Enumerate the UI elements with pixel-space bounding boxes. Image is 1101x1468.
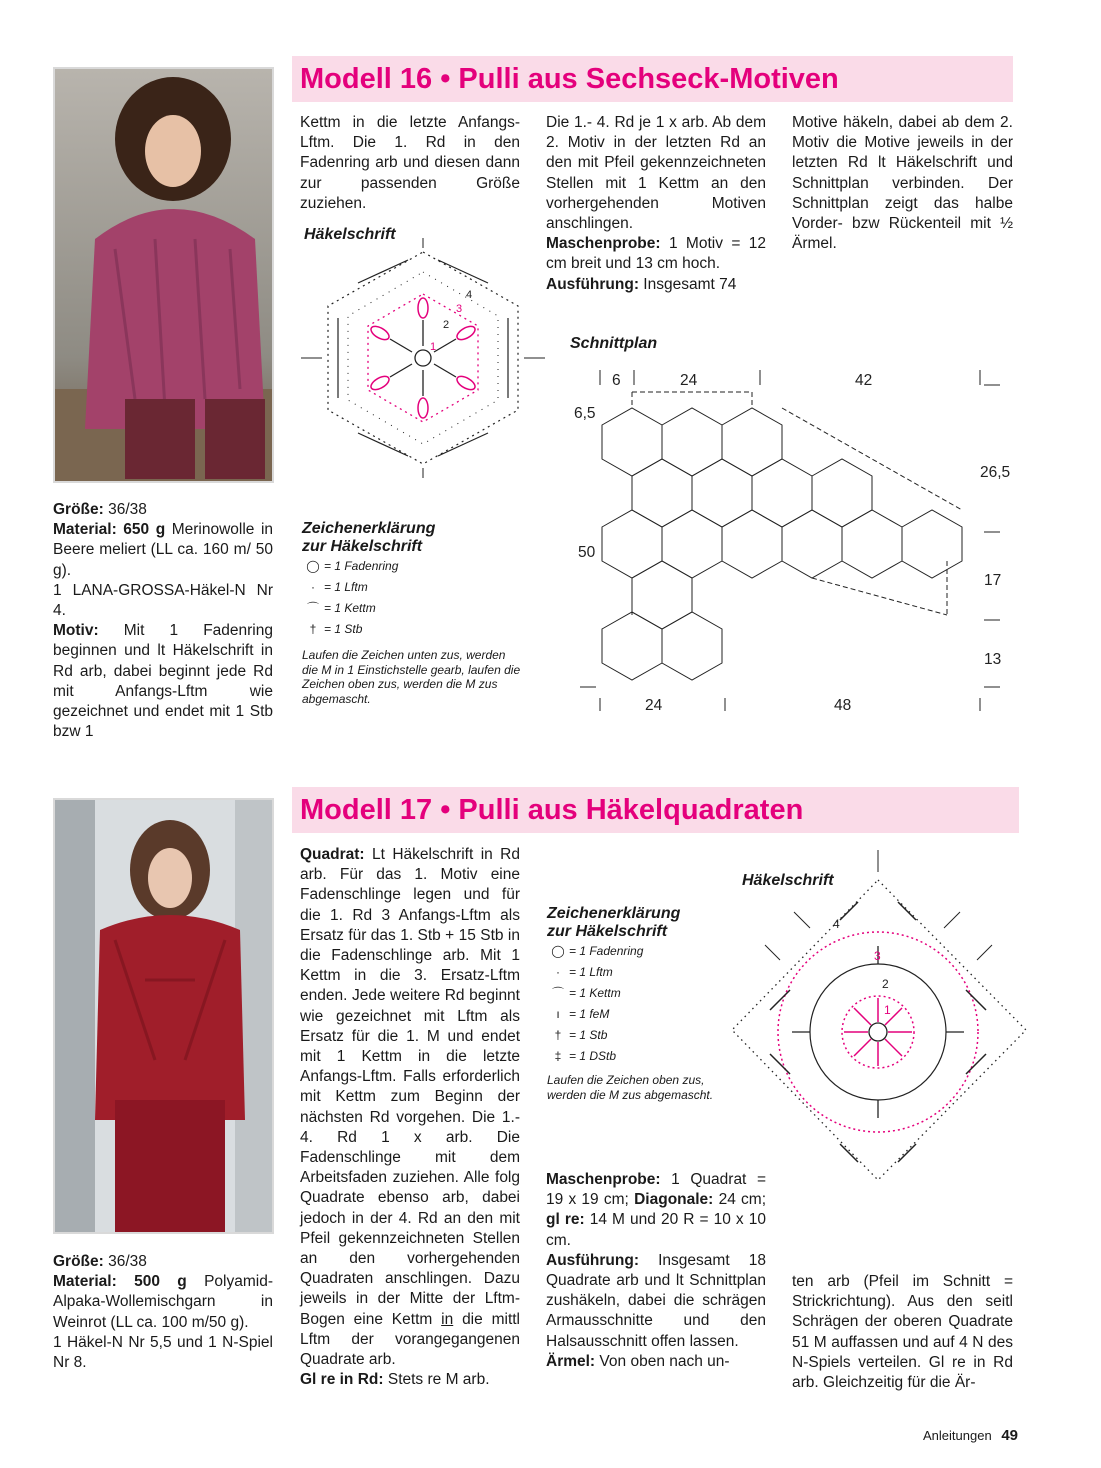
gauge-text: 1 Motiv = 12 cm breit und 13 cm hoch.: [546, 235, 766, 273]
size-label: Größe:: [53, 501, 104, 518]
dim-right-265: 26,5: [980, 464, 1011, 481]
legend-title-1: Zeichenerklärung: [547, 905, 681, 922]
size-label: Größe:: [53, 1253, 104, 1270]
legend-item-kettm: [547, 983, 747, 1004]
dim-left-65: 6,5: [574, 405, 596, 422]
model17-title: Modell 17 • Pulli aus Häkelquadraten: [300, 794, 804, 826]
legend-note: Laufen die Zeichen unten zus, werden die M in 1 Einstichstelle gearb, laufen die Zeichen oben zus, werden die M zus abgemascht.: [302, 648, 521, 706]
material-text: Polyamid-Alpaka-Wollemischgarn in Weinrot (LL ca. 100 m/50 g).: [53, 1273, 273, 1331]
model16-hexagon-chart: [298, 238, 548, 478]
dim-right-13: 13: [984, 651, 1002, 668]
model16-legend: [302, 520, 522, 706]
sleeve-label: Ärmel:: [546, 1352, 596, 1370]
sleeve-text: Von oben nach un-: [599, 1352, 730, 1370]
round-2-label: 2: [443, 319, 450, 331]
legend-label: = 1 Kettm: [324, 601, 376, 615]
size-value: 36/38: [108, 501, 147, 518]
legend-label: = 1 DStb: [569, 1049, 617, 1063]
diag-text: 24 cm;: [718, 1191, 767, 1209]
model16-left-column: [53, 500, 273, 742]
motif-label: Motiv:: [53, 622, 99, 640]
schnittplan-title: Schnittplan: [570, 335, 658, 352]
legend-item-dstb: [547, 1046, 747, 1067]
legend-label: = 1 Stb: [324, 622, 363, 636]
model17-header: [292, 787, 1019, 833]
model16-column-3: [546, 113, 766, 295]
needle-text: 1 Häkel-N Nr 5,5 und 1 N-Spiel Nr 8.: [53, 1333, 273, 1372]
model16-title: Modell 16 • Pulli aus Sechseck-Motiven: [300, 63, 839, 95]
legend-item-fem: [547, 1004, 747, 1025]
stb-icon: †: [554, 1028, 562, 1042]
dim-top-6: 6: [612, 372, 621, 389]
legend-label: = 1 Kettm: [569, 986, 621, 1000]
exec-text: Insgesamt 18 Quadrate arb und lt Schnittplan zushäkeln, dabei die schrägen Armausschnitte und den Halsausschnitt offen lassen.: [546, 1251, 766, 1350]
fem-icon: ı: [556, 1007, 560, 1021]
model16-photo-illustration: [55, 69, 272, 481]
round-2-label: 2: [882, 977, 889, 991]
gauge-text: 1 Quadrat = 19 x 19 cm;: [546, 1171, 766, 1209]
round-4-label: 4: [833, 917, 840, 931]
legend-item-fadenring: [302, 556, 522, 577]
needle-text: 1 LANA-GROSSA-Häkel-N Nr 4.: [53, 581, 273, 620]
dim-right-17: 17: [984, 572, 1002, 589]
gauge-label: Maschenprobe:: [546, 235, 661, 253]
material-label: Material:: [53, 521, 117, 539]
legend-item-stb: [547, 1025, 747, 1046]
glre-label: Gl re in Rd:: [300, 1371, 384, 1389]
schnittplan-hexagons: [602, 408, 962, 680]
model17-left-column: [53, 1252, 273, 1373]
legend-item-stb: [302, 619, 522, 640]
material-amount: 500 g: [134, 1273, 187, 1291]
model17-photo-illustration: [55, 800, 272, 1232]
model17-legend: [547, 905, 747, 1102]
square-text-in: in: [441, 1310, 454, 1328]
fadenring-icon: ◯: [306, 559, 320, 573]
legend-title-2: zur Häkelschrift: [547, 923, 668, 940]
legend-item-lftm: [547, 962, 747, 983]
dim-bottom-24: 24: [645, 697, 663, 714]
exec-label: Ausführung:: [546, 275, 639, 293]
diag-label: Diagonale:: [634, 1191, 714, 1209]
kettm-icon: ⌒: [551, 986, 564, 1000]
model16-photo: [53, 67, 274, 483]
round-1-label: 1: [430, 341, 437, 353]
kettm-icon: ⌒: [306, 601, 319, 615]
footer-section: Anleitungen: [923, 1428, 992, 1443]
legend-note: Laufen die Zeichen oben zus, werden die M zus abgemascht.: [547, 1073, 714, 1102]
model16-column-2: [300, 113, 520, 214]
round-3-label: 3: [874, 949, 881, 963]
col3-text: Die 1.- 4. Rd je 1 x arb. Ab dem 2. Motiv in der letzten Rd an den mit Pfeil gekennzeichneten Stellen mit 1 Kettm an den vorhergehenden Motiven anschlingen.: [546, 114, 766, 233]
square-text-a: Lt Häkelschrift in Rd arb. Für das 1. Motiv eine Fadenschlinge legen und für die 1. Rd 3 Anfangs-Lftm als Ersatz für das 1. Stb + 15 Stb in die Fadenschlinge arb. Mit 1 Kettm in die 3. Ersatz-Lftm enden. Jede weitere Rd beginnt wie gezeichnet mit Lftm als Ersatz für die 1. M und endet mit 1 Kettm in die letzte Anfangs-Lftm. Falls erforderlich mit Kettm zum Beginn der nächsten Rd vorgehen. Die 1.- 4. Rd 1 x arb. Die Fadenschlinge mit dem Arbeitsfaden zuziehen. Alle folg Quadrate ebenso arb, dabei jedoch in der 4. Rd an den mit Pfeil gekennzeichneten Stellen an den vorhergehenden Quadraten anschlingen. Dazu jeweils in der Mitte der Lftm-Bogen eine Kettm: [300, 846, 520, 1328]
model17-column-4: [792, 1272, 1013, 1393]
stb-icon: †: [309, 622, 317, 636]
model17-square-chart: [730, 850, 1030, 1185]
col4-text: Motive häkeln, dabei ab dem 2. Motiv die Motive jeweils in der letzten Rd lt Häkelschrift und Schnittplan verbinden. Der Schnittplan zeigt das halbe Vorder- bzw Rückenteil mit ½ Ärmel.: [792, 114, 1013, 253]
model16-chart-title: Häkelschrift: [304, 226, 396, 243]
round-4-label: 4: [466, 289, 473, 301]
model17-chart-title: Häkelschrift: [742, 872, 834, 889]
lftm-icon: ·: [311, 580, 315, 594]
legend-item-kettm: [302, 598, 522, 619]
legend-list: [547, 941, 747, 1067]
dim-left-50: 50: [578, 544, 596, 561]
legend-label: = 1 feM: [569, 1007, 610, 1021]
exec-label: Ausführung:: [546, 1251, 639, 1269]
motif-text: Mit 1 Fadenring beginnen und lt Häkelschrift in Rd arb, dabei beginnt jede Rd mit Anfangs-Lftm wie gezeichnet und endet mit 1 Stb bzw 1: [53, 622, 273, 741]
exec-text: Insgesamt 74: [643, 275, 737, 293]
dim-bottom-48: 48: [834, 697, 852, 714]
legend-title-1: Zeichenerklärung: [302, 520, 436, 537]
legend-title-2: zur Häkelschrift: [302, 538, 423, 555]
page-number: 49: [1001, 1427, 1018, 1444]
square-text-b: die mittl Lftm der vorangegangenen Quadrate arb.: [300, 1310, 520, 1369]
round-3-label: 3: [456, 303, 463, 315]
fadenring-icon: ◯: [551, 944, 565, 958]
model17-column-2: [300, 845, 520, 1390]
col2-text: Kettm in die letzte Anfangs-Lftm. Die 1. Rd in den Fadenring arb und diesen dann zur passenden Größe zuziehen.: [300, 114, 520, 212]
gauge-label: Maschenprobe:: [546, 1171, 661, 1188]
glre2-label: gl re:: [546, 1211, 585, 1229]
schnittplan-diagram: [572, 365, 1012, 715]
model16-column-4: [792, 113, 1013, 254]
dstb-icon: ‡: [554, 1049, 562, 1063]
legend-label: = 1 Stb: [569, 1028, 608, 1042]
square-label: Quadrat:: [300, 846, 365, 863]
legend-label: = 1 Fadenring: [324, 559, 399, 573]
lftm-icon: ·: [556, 965, 560, 979]
legend-label: = 1 Lftm: [569, 965, 613, 979]
legend-item-lftm: [302, 577, 522, 598]
glre2-text: 14 M und 20 R = 10 x 10 cm.: [546, 1211, 766, 1249]
legend-label: = 1 Fadenring: [569, 944, 644, 958]
material-text: Merinowolle in Beere meliert (LL ca. 160 m/ 50 g).: [53, 521, 274, 579]
material-amount: 650 g: [123, 521, 166, 539]
model17-column-3: [546, 1170, 766, 1372]
dim-top-42: 42: [855, 372, 873, 389]
model16-header: [292, 56, 1013, 102]
page-footer: [898, 1427, 1018, 1444]
glre-text: Stets re M arb.: [387, 1371, 490, 1389]
size-value: 36/38: [108, 1253, 147, 1270]
legend-label: = 1 Lftm: [324, 580, 368, 594]
legend-list: [302, 556, 522, 640]
material-label: Material:: [53, 1273, 117, 1291]
col4-text: ten arb (Pfeil im Schnitt = Strickrichtung). Aus den seitl Schrägen der oberen Quadrate 51 M auffassen und auf 4 N des N-Spiels verteilen. Gl re in Rd arb. Gleichzeitig für die Är-: [792, 1273, 1013, 1392]
legend-item-fadenring: [547, 941, 747, 962]
model17-photo: [53, 798, 274, 1234]
round-1-label: 1: [884, 1003, 891, 1017]
dim-top-24: 24: [680, 372, 698, 389]
